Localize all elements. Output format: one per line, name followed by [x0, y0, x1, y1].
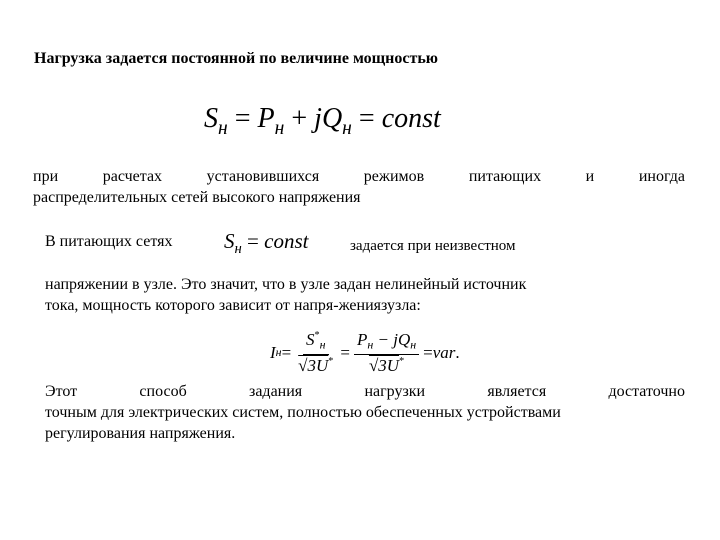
num2-sub1: н [367, 337, 374, 352]
power-formula [204, 103, 441, 140]
paragraph3-line1: напряжении в узле. Это значит, что в узле задан нелинейный источник [45, 276, 527, 293]
formula-eq: = [227, 103, 258, 134]
word: режимов [363, 168, 425, 185]
num1-sup: * [314, 330, 320, 341]
inline-eq: = [241, 229, 265, 253]
current-formula [270, 330, 460, 376]
current-var: var [432, 342, 456, 362]
word: расчетах [102, 168, 163, 185]
current-i: I [270, 342, 276, 362]
word: задания [249, 383, 303, 400]
current-period: . [455, 342, 460, 362]
formula-s-sub: н [218, 117, 228, 139]
inline-const: const [264, 229, 309, 253]
num1-s: S [306, 330, 315, 350]
word: установившихся [206, 168, 320, 185]
paragraph1-line1 [33, 166, 685, 187]
paragraph3-line2: тока, мощность которого зависит от напря-жениязузла: [45, 297, 421, 314]
current-i-sub: н [275, 345, 282, 360]
paragraph4-line2: точным для электрических систем, полностью обеспеченных устройствами [45, 404, 561, 421]
formula-p: P [257, 103, 275, 134]
current-eq2: = [340, 342, 350, 362]
num2-minus: − jQ [373, 330, 411, 350]
word: Этот [45, 383, 78, 400]
paragraph1-line2: распределительных сетей высокого напряжения [33, 189, 361, 206]
word: достаточно [608, 383, 685, 400]
formula-s: S [204, 103, 218, 134]
word: способ [139, 383, 187, 400]
fraction-1-denominator [295, 355, 336, 376]
word: при [33, 168, 59, 185]
formula-p-sub: н [274, 117, 285, 139]
den1-sqrt: √3U [298, 355, 329, 375]
fraction-2-denominator [366, 355, 407, 376]
paragraph4-line3: регулирования напряжения. [45, 425, 236, 442]
feeding-networks-label: В питающих сетях [45, 233, 173, 250]
unknown-voltage-text: задается при неизвестном [350, 238, 516, 254]
formula-plus: + [284, 103, 315, 134]
den2-sup: * [399, 355, 405, 367]
num1-sub: н [319, 337, 326, 352]
word: и [585, 168, 595, 185]
current-eq3: = [423, 342, 433, 362]
word: питающих [468, 168, 542, 185]
formula-const: const [381, 103, 441, 134]
word: является [487, 383, 547, 400]
den2-sqrt: √3U [368, 355, 400, 375]
num2-sub2: н [410, 337, 417, 352]
paragraph-accuracy [45, 381, 685, 444]
paragraph4-line1 [45, 381, 685, 402]
slide-title: Нагрузка задается постоянной по величине мощностью [34, 50, 438, 67]
fraction-1 [295, 330, 336, 376]
den1-sup: * [328, 355, 334, 367]
paragraph-steady-state [33, 166, 685, 208]
inline-s: S [224, 229, 235, 253]
formula-q-sub: н [342, 117, 352, 139]
paragraph-nonlinear-source [45, 274, 685, 316]
formula-eq2: = [351, 103, 382, 134]
inline-s-sub: н [234, 241, 242, 258]
fraction-2 [354, 330, 419, 376]
current-eq1: = [281, 342, 292, 362]
fraction-1-numerator [303, 330, 329, 355]
formula-jq: jQ [314, 103, 343, 134]
fraction-2-numerator [354, 330, 419, 355]
word: нагрузки [364, 383, 426, 400]
word: иногда [638, 168, 685, 185]
inline-power-formula [224, 229, 308, 258]
num2-p: P [356, 330, 368, 350]
